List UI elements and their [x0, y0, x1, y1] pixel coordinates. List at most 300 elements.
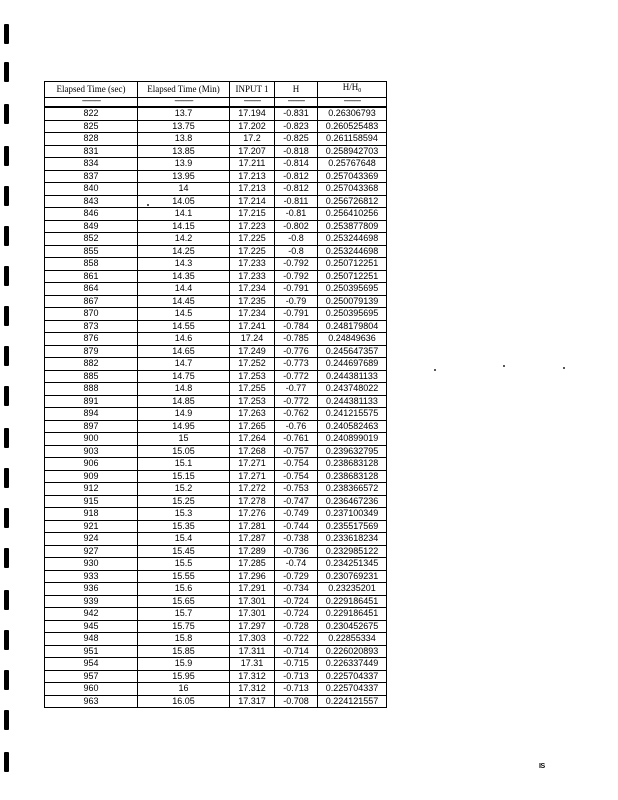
cell-input: 17.268 [230, 445, 275, 458]
binding-mark [4, 24, 9, 44]
cell-ratio: 0.237100349 [318, 508, 387, 521]
cell-elapsed-sec: 942 [45, 608, 138, 621]
cell-h: -0.776 [275, 345, 318, 358]
cell-elapsed-min: 14.75 [138, 370, 230, 383]
table-row [45, 495, 387, 508]
cell-ratio: 0.234251345 [318, 558, 387, 571]
table-row [45, 345, 387, 358]
cell-elapsed-sec: 873 [45, 320, 138, 333]
cell-h: -0.784 [275, 320, 318, 333]
binding-mark [4, 630, 9, 650]
table-row [45, 170, 387, 183]
cell-ratio: 0.23235201 [318, 583, 387, 596]
cell-elapsed-sec: 822 [45, 107, 138, 120]
table-row [45, 520, 387, 533]
cell-input: 17.255 [230, 383, 275, 396]
cell-elapsed-min: 15.2 [138, 483, 230, 496]
table-row [45, 483, 387, 496]
binding-mark [4, 428, 9, 448]
cell-input: 17.213 [230, 170, 275, 183]
cell-elapsed-sec: 903 [45, 445, 138, 458]
cell-input: 17.225 [230, 245, 275, 258]
cell-elapsed-min: 14.9 [138, 408, 230, 421]
cell-elapsed-min: 15.45 [138, 545, 230, 558]
cell-ratio: 0.256410256 [318, 208, 387, 221]
cell-ratio: 0.260525483 [318, 120, 387, 133]
cell-ratio: 0.253244698 [318, 233, 387, 246]
cell-elapsed-sec: 825 [45, 120, 138, 133]
cell-input: 17.234 [230, 308, 275, 321]
cell-ratio: 0.239632795 [318, 445, 387, 458]
cell-ratio: 0.225704337 [318, 670, 387, 683]
cell-elapsed-min: 14.4 [138, 283, 230, 296]
cell-elapsed-min: 15.95 [138, 670, 230, 683]
cell-ratio: 0.244381133 [318, 370, 387, 383]
cell-input: 17.263 [230, 408, 275, 421]
cell-h: -0.812 [275, 183, 318, 196]
cell-elapsed-sec: 939 [45, 595, 138, 608]
cell-h: -0.757 [275, 445, 318, 458]
binding-mark [4, 752, 9, 772]
cell-elapsed-sec: 831 [45, 145, 138, 158]
cell-ratio: 0.250395695 [318, 308, 387, 321]
cell-ratio: 0.226020893 [318, 645, 387, 658]
cell-h: -0.77 [275, 383, 318, 396]
cell-elapsed-min: 13.9 [138, 158, 230, 171]
cell-input: 17.2 [230, 133, 275, 146]
cell-input: 17.241 [230, 320, 275, 333]
cell-input: 17.202 [230, 120, 275, 133]
cell-elapsed-min: 14.8 [138, 383, 230, 396]
binding-mark [4, 468, 9, 488]
cell-input: 17.265 [230, 420, 275, 433]
cell-h: -0.736 [275, 545, 318, 558]
cell-ratio: 0.240582463 [318, 420, 387, 433]
cell-h: -0.754 [275, 458, 318, 471]
table-row [45, 695, 387, 708]
cell-h: -0.8 [275, 233, 318, 246]
table-header [45, 82, 387, 108]
cell-ratio: 0.261158594 [318, 133, 387, 146]
cell-elapsed-min: 14.95 [138, 420, 230, 433]
table-row [45, 433, 387, 446]
cell-elapsed-sec: 852 [45, 233, 138, 246]
cell-h: -0.744 [275, 520, 318, 533]
cell-input: 17.289 [230, 545, 275, 558]
cell-h: -0.8 [275, 245, 318, 258]
cell-ratio: 0.240899019 [318, 433, 387, 446]
table-row [45, 295, 387, 308]
table-body [45, 107, 387, 708]
binding-mark [4, 186, 9, 206]
cell-input: 17.264 [230, 433, 275, 446]
cell-input: 17.312 [230, 683, 275, 696]
cell-elapsed-sec: 936 [45, 583, 138, 596]
table-row [45, 370, 387, 383]
table-row [45, 558, 387, 571]
cell-ratio: 0.243748022 [318, 383, 387, 396]
table-row [45, 158, 387, 171]
table-row [45, 333, 387, 346]
cell-h: -0.772 [275, 395, 318, 408]
cell-elapsed-min: 14.65 [138, 345, 230, 358]
cell-h: -0.812 [275, 170, 318, 183]
cell-input: 17.312 [230, 670, 275, 683]
cell-ratio: 0.250712251 [318, 270, 387, 283]
table-row [45, 383, 387, 396]
table-row [45, 420, 387, 433]
cell-elapsed-min: 13.7 [138, 107, 230, 120]
cell-elapsed-min: 14.45 [138, 295, 230, 308]
cell-ratio: 0.258942703 [318, 145, 387, 158]
cell-elapsed-min: 14.55 [138, 320, 230, 333]
cell-elapsed-min: 15.1 [138, 458, 230, 471]
cell-input: 17.213 [230, 183, 275, 196]
cell-h: -0.713 [275, 670, 318, 683]
cell-elapsed-sec: 915 [45, 495, 138, 508]
table-row [45, 358, 387, 371]
cell-elapsed-min: 15.8 [138, 633, 230, 646]
cell-ratio: 0.236467236 [318, 495, 387, 508]
cell-ratio: 0.230452675 [318, 620, 387, 633]
cell-ratio: 0.229186451 [318, 595, 387, 608]
table-row [45, 683, 387, 696]
cell-elapsed-min: 14.6 [138, 333, 230, 346]
cell-elapsed-sec: 912 [45, 483, 138, 496]
cell-h: -0.831 [275, 107, 318, 120]
cell-h: -0.772 [275, 370, 318, 383]
scan-speck [147, 204, 149, 206]
cell-h: -0.791 [275, 283, 318, 296]
cell-ratio: 0.22855334 [318, 633, 387, 646]
table-row [45, 120, 387, 133]
cell-input: 17.276 [230, 508, 275, 521]
cell-h: -0.724 [275, 608, 318, 621]
cell-h: -0.714 [275, 645, 318, 658]
cell-elapsed-min: 14.7 [138, 358, 230, 371]
cell-elapsed-min: 15.65 [138, 595, 230, 608]
header-elapsed-sec: Elapsed Time (sec) [45, 82, 138, 98]
scan-speck [434, 369, 436, 371]
cell-ratio: 0.257043369 [318, 170, 387, 183]
cell-ratio: 0.241215575 [318, 408, 387, 421]
cell-ratio: 0.25767648 [318, 158, 387, 171]
cell-ratio: 0.233618234 [318, 533, 387, 546]
scan-speck [563, 367, 565, 369]
cell-elapsed-min: 14.25 [138, 245, 230, 258]
cell-input: 17.281 [230, 520, 275, 533]
table-row [45, 395, 387, 408]
cell-input: 17.215 [230, 208, 275, 221]
binding-mark [4, 508, 9, 528]
cell-h: -0.749 [275, 508, 318, 521]
cell-elapsed-min: 15.5 [138, 558, 230, 571]
underline-mark: ----------- [138, 98, 230, 108]
cell-elapsed-min: 14.2 [138, 233, 230, 246]
cell-elapsed-sec: 900 [45, 433, 138, 446]
cell-input: 17.317 [230, 695, 275, 708]
cell-h: -0.785 [275, 333, 318, 346]
cell-input: 17.24 [230, 333, 275, 346]
table-row [45, 208, 387, 221]
cell-elapsed-min: 15.75 [138, 620, 230, 633]
cell-h: -0.814 [275, 158, 318, 171]
cell-elapsed-sec: 921 [45, 520, 138, 533]
cell-input: 17.303 [230, 633, 275, 646]
cell-input: 17.296 [230, 570, 275, 583]
cell-input: 17.271 [230, 458, 275, 471]
table-row [45, 458, 387, 471]
cell-elapsed-min: 15.35 [138, 520, 230, 533]
cell-h: -0.792 [275, 258, 318, 271]
table-row [45, 608, 387, 621]
cell-h: -0.79 [275, 295, 318, 308]
cell-input: 17.291 [230, 583, 275, 596]
binding-mark [4, 226, 9, 246]
table-row [45, 583, 387, 596]
cell-elapsed-min: 15 [138, 433, 230, 446]
cell-elapsed-sec: 918 [45, 508, 138, 521]
binding-mark [4, 266, 9, 286]
cell-elapsed-sec: 849 [45, 220, 138, 233]
cell-elapsed-sec: 930 [45, 558, 138, 571]
cell-elapsed-min: 13.95 [138, 170, 230, 183]
table-row [45, 308, 387, 321]
cell-ratio: 0.235517569 [318, 520, 387, 533]
cell-elapsed-min: 13.75 [138, 120, 230, 133]
cell-elapsed-sec: 864 [45, 283, 138, 296]
table-row [45, 620, 387, 633]
cell-elapsed-sec: 963 [45, 695, 138, 708]
cell-input: 17.225 [230, 233, 275, 246]
underline-mark: ---------- [318, 98, 387, 108]
binding-mark [4, 346, 9, 366]
cell-h: -0.74 [275, 558, 318, 571]
cell-h: -0.713 [275, 683, 318, 696]
cell-input: 17.311 [230, 645, 275, 658]
cell-elapsed-sec: 954 [45, 658, 138, 671]
cell-ratio: 0.253244698 [318, 245, 387, 258]
cell-ratio: 0.229186451 [318, 608, 387, 621]
cell-ratio: 0.225704337 [318, 683, 387, 696]
header-ratio-main: H/H [342, 82, 359, 92]
cell-ratio: 0.245647357 [318, 345, 387, 358]
cell-elapsed-sec: 909 [45, 470, 138, 483]
cell-elapsed-min: 15.3 [138, 508, 230, 521]
table-row [45, 220, 387, 233]
cell-h: -0.761 [275, 433, 318, 446]
cell-elapsed-min: 16 [138, 683, 230, 696]
table-row [45, 545, 387, 558]
table-row [45, 570, 387, 583]
table-row [45, 183, 387, 196]
cell-ratio: 0.250079139 [318, 295, 387, 308]
cell-input: 17.233 [230, 258, 275, 271]
cell-elapsed-min: 14.35 [138, 270, 230, 283]
cell-elapsed-min: 14 [138, 183, 230, 196]
cell-elapsed-sec: 894 [45, 408, 138, 421]
cell-h: -0.753 [275, 483, 318, 496]
cell-input: 17.249 [230, 345, 275, 358]
table-row [45, 233, 387, 246]
cell-ratio: 0.238366572 [318, 483, 387, 496]
cell-ratio: 0.238683128 [318, 470, 387, 483]
cell-h: -0.825 [275, 133, 318, 146]
underline-mark: ----------- [45, 98, 138, 108]
cell-h: -0.747 [275, 495, 318, 508]
cell-elapsed-sec: 882 [45, 358, 138, 371]
table-row [45, 133, 387, 146]
cell-elapsed-sec: 960 [45, 683, 138, 696]
cell-elapsed-sec: 897 [45, 420, 138, 433]
table-row [45, 533, 387, 546]
cell-input: 17.253 [230, 370, 275, 383]
cell-elapsed-sec: 924 [45, 533, 138, 546]
binding-mark [4, 670, 9, 690]
cell-elapsed-min: 15.9 [138, 658, 230, 671]
binding-mark [4, 306, 9, 326]
table-row [45, 408, 387, 421]
cell-h: -0.791 [275, 308, 318, 321]
header-underline-row [45, 98, 387, 108]
cell-ratio: 0.238683128 [318, 458, 387, 471]
cell-elapsed-sec: 876 [45, 333, 138, 346]
cell-ratio: 0.253877809 [318, 220, 387, 233]
cell-h: -0.715 [275, 658, 318, 671]
header-input: INPUT 1 [230, 82, 275, 98]
cell-ratio: 0.256726812 [318, 195, 387, 208]
cell-h: -0.734 [275, 583, 318, 596]
cell-elapsed-min: 13.8 [138, 133, 230, 146]
cell-input: 17.252 [230, 358, 275, 371]
cell-input: 17.223 [230, 220, 275, 233]
header-ratio-sub: 0 [358, 88, 362, 94]
cell-input: 17.301 [230, 595, 275, 608]
table-row [45, 508, 387, 521]
cell-input: 17.214 [230, 195, 275, 208]
cell-input: 17.272 [230, 483, 275, 496]
cell-elapsed-min: 13.85 [138, 145, 230, 158]
cell-elapsed-min: 15.7 [138, 608, 230, 621]
cell-input: 17.194 [230, 107, 275, 120]
header-h: H [275, 82, 318, 98]
underline-mark: ---------- [275, 98, 318, 108]
cell-input: 17.31 [230, 658, 275, 671]
cell-h: -0.708 [275, 695, 318, 708]
cell-input: 17.301 [230, 608, 275, 621]
table-row [45, 107, 387, 120]
table-row [45, 283, 387, 296]
cell-elapsed-sec: 957 [45, 670, 138, 683]
cell-elapsed-min: 14.05 [138, 195, 230, 208]
header-elapsed-min: Elapsed Time (Min) [138, 82, 230, 98]
cell-elapsed-min: 15.6 [138, 583, 230, 596]
binding-mark [4, 146, 9, 166]
cell-h: -0.802 [275, 220, 318, 233]
cell-elapsed-min: 16.05 [138, 695, 230, 708]
cell-ratio: 0.250395695 [318, 283, 387, 296]
binding-mark [4, 548, 9, 568]
table-row [45, 670, 387, 683]
binding-mark [4, 104, 9, 124]
cell-input: 17.287 [230, 533, 275, 546]
table-row [45, 633, 387, 646]
cell-input: 17.271 [230, 470, 275, 483]
cell-elapsed-min: 14.5 [138, 308, 230, 321]
cell-h: -0.823 [275, 120, 318, 133]
cell-elapsed-sec: 933 [45, 570, 138, 583]
table-row [45, 645, 387, 658]
cell-ratio: 0.230769231 [318, 570, 387, 583]
header-ratio [318, 82, 387, 98]
cell-elapsed-sec: 855 [45, 245, 138, 258]
binding-mark [4, 710, 9, 730]
table-row [45, 445, 387, 458]
cell-ratio: 0.24849636 [318, 333, 387, 346]
cell-elapsed-min: 15.85 [138, 645, 230, 658]
cell-elapsed-sec: 858 [45, 258, 138, 271]
cell-h: -0.81 [275, 208, 318, 221]
cell-elapsed-sec: 846 [45, 208, 138, 221]
cell-h: -0.792 [275, 270, 318, 283]
cell-input: 17.207 [230, 145, 275, 158]
cell-elapsed-sec: 951 [45, 645, 138, 658]
cell-elapsed-sec: 888 [45, 383, 138, 396]
cell-h: -0.729 [275, 570, 318, 583]
table-row [45, 595, 387, 608]
cell-elapsed-sec: 834 [45, 158, 138, 171]
underline-mark: ---------- [230, 98, 275, 108]
cell-elapsed-sec: 885 [45, 370, 138, 383]
cell-input: 17.285 [230, 558, 275, 571]
cell-elapsed-sec: 867 [45, 295, 138, 308]
cell-elapsed-min: 15.05 [138, 445, 230, 458]
cell-elapsed-min: 14.85 [138, 395, 230, 408]
cell-h: -0.773 [275, 358, 318, 371]
cell-elapsed-sec: 927 [45, 545, 138, 558]
table-row [45, 145, 387, 158]
cell-elapsed-sec: 837 [45, 170, 138, 183]
cell-h: -0.722 [275, 633, 318, 646]
cell-h: -0.728 [275, 620, 318, 633]
scan-speck [503, 365, 505, 367]
cell-ratio: 0.232985122 [318, 545, 387, 558]
cell-elapsed-min: 15.55 [138, 570, 230, 583]
cell-input: 17.297 [230, 620, 275, 633]
cell-elapsed-sec: 843 [45, 195, 138, 208]
cell-input: 17.211 [230, 158, 275, 171]
cell-elapsed-min: 14.15 [138, 220, 230, 233]
cell-ratio: 0.224121557 [318, 695, 387, 708]
cell-ratio: 0.244381133 [318, 395, 387, 408]
table-row [45, 258, 387, 271]
cell-ratio: 0.250712251 [318, 258, 387, 271]
cell-elapsed-min: 15.25 [138, 495, 230, 508]
table-row [45, 195, 387, 208]
cell-elapsed-min: 15.4 [138, 533, 230, 546]
cell-elapsed-min: 15.15 [138, 470, 230, 483]
cell-ratio: 0.248179804 [318, 320, 387, 333]
cell-elapsed-min: 14.1 [138, 208, 230, 221]
cell-h: -0.818 [275, 145, 318, 158]
binding-mark [4, 590, 9, 610]
table-row [45, 320, 387, 333]
cell-elapsed-sec: 840 [45, 183, 138, 196]
cell-elapsed-sec: 891 [45, 395, 138, 408]
cell-elapsed-sec: 945 [45, 620, 138, 633]
cell-input: 17.278 [230, 495, 275, 508]
cell-elapsed-sec: 879 [45, 345, 138, 358]
